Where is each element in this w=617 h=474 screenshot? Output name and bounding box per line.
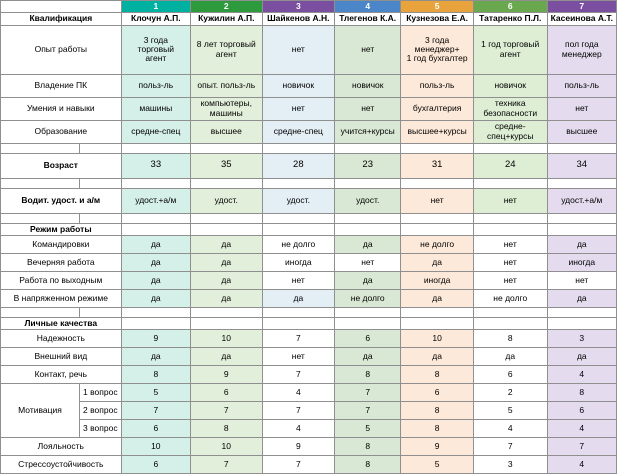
row-label-workmode-2: Работа по выходным xyxy=(1,272,122,290)
row-label-1: Владение ПК xyxy=(1,74,122,97)
cell: 9 xyxy=(262,438,335,456)
table-row xyxy=(1,272,617,290)
cell: польз-ль xyxy=(401,74,474,97)
cell: нет xyxy=(335,97,401,120)
cell: да xyxy=(121,254,190,272)
spacer-cell xyxy=(401,178,474,188)
cell: 3 xyxy=(547,330,616,348)
section-blank-cell xyxy=(335,223,401,235)
cell: нет xyxy=(262,348,335,366)
row-label-personal-2: Контакт, речь xyxy=(1,366,122,384)
cell: да xyxy=(473,348,547,366)
candidate-name-6: Татаренко П.Л. xyxy=(473,13,547,25)
spacer-cell xyxy=(401,143,474,153)
section-blank-cell xyxy=(473,318,547,330)
cell: 23 xyxy=(335,153,401,178)
spacer-cell xyxy=(80,308,122,318)
cell: 9 xyxy=(191,366,263,384)
cell: да xyxy=(191,348,263,366)
spacer-cell xyxy=(121,308,190,318)
spacer-cell xyxy=(547,178,616,188)
section-blank-cell xyxy=(335,318,401,330)
cell: 4 xyxy=(547,456,616,474)
cell: да xyxy=(401,348,474,366)
spacer-cell xyxy=(191,308,263,318)
cell: иногда xyxy=(547,254,616,272)
cell: нет xyxy=(473,254,547,272)
cell: нет xyxy=(262,97,335,120)
cell: 8 xyxy=(121,366,190,384)
cell: 8 xyxy=(473,330,547,348)
spacer-cell xyxy=(191,178,263,188)
cell: 7 xyxy=(262,330,335,348)
cell: да xyxy=(401,254,474,272)
cell: 4 xyxy=(473,420,547,438)
section-blank-cell xyxy=(191,318,263,330)
cell: 1 год торговый агент xyxy=(473,25,547,74)
cell: 28 xyxy=(262,153,335,178)
row-label-workmode-1: Вечерняя работа xyxy=(1,254,122,272)
spacer-cell xyxy=(191,213,263,223)
cell: удост. xyxy=(262,188,335,213)
cell: 7 xyxy=(262,366,335,384)
cell: 8 xyxy=(335,438,401,456)
cell: да xyxy=(191,272,263,290)
cell: 8 xyxy=(401,366,474,384)
cell: высшее+курсы xyxy=(401,120,474,143)
cell: 6 xyxy=(121,456,190,474)
cell: не долго xyxy=(335,290,401,308)
spacer-cell xyxy=(335,213,401,223)
cell: компьютеры, машины xyxy=(191,97,263,120)
spacer-cell xyxy=(473,143,547,153)
cell: удост. xyxy=(335,188,401,213)
table-row xyxy=(1,97,617,120)
header-number-row xyxy=(1,1,617,13)
cell: да xyxy=(335,236,401,254)
cell: 3 года торговый агент xyxy=(121,25,190,74)
spacer-cell xyxy=(80,178,122,188)
cell: нет xyxy=(335,25,401,74)
table-row xyxy=(1,236,617,254)
cell: 4 xyxy=(547,366,616,384)
cell: 7 xyxy=(262,456,335,474)
cell: машины xyxy=(121,97,190,120)
corner-cell xyxy=(1,1,122,13)
spacer-cell xyxy=(335,143,401,153)
cell: 10 xyxy=(121,438,190,456)
cell: нет xyxy=(473,272,547,290)
spacer-cell xyxy=(80,213,122,223)
cell: нет xyxy=(335,254,401,272)
header-name-row xyxy=(1,13,617,25)
spacer-cell xyxy=(401,213,474,223)
row-sublabel-3: 1 вопрос xyxy=(80,384,122,402)
row-label-personal-6: Лояльность xyxy=(1,438,122,456)
spacer-row-1 xyxy=(1,143,617,153)
cell: иногда xyxy=(262,254,335,272)
cell: 10 xyxy=(401,330,474,348)
cell: да xyxy=(335,272,401,290)
cell: да xyxy=(121,236,190,254)
cell: новичок xyxy=(335,74,401,97)
spacer-cell xyxy=(547,143,616,153)
cell: да xyxy=(547,348,616,366)
cell: да xyxy=(191,236,263,254)
section-blank-cell xyxy=(401,318,474,330)
cell: 8 xyxy=(547,384,616,402)
cell: да xyxy=(547,290,616,308)
cell: пол года менеджер xyxy=(547,25,616,74)
cell: 6 xyxy=(473,366,547,384)
cell: 34 xyxy=(547,153,616,178)
candidate-number-1: 1 xyxy=(121,1,190,13)
cell: 9 xyxy=(401,438,474,456)
cell: да xyxy=(191,290,263,308)
cell: высшее xyxy=(547,120,616,143)
spacer-row-2 xyxy=(1,178,617,188)
cell: 8 лет торговый агент xyxy=(191,25,263,74)
cell: да xyxy=(191,254,263,272)
cell: 7 xyxy=(335,402,401,420)
section-blank-cell xyxy=(191,223,263,235)
cell: средне-спец xyxy=(121,120,190,143)
row-label-workmode-0: Командировки xyxy=(1,236,122,254)
spacer-cell xyxy=(473,178,547,188)
cell: 2 xyxy=(473,384,547,402)
cell: 3 xyxy=(473,456,547,474)
cell: польз-ль xyxy=(547,74,616,97)
cell: 4 xyxy=(262,420,335,438)
cell: 8 xyxy=(401,402,474,420)
cell: 5 xyxy=(121,384,190,402)
cell: 3 года менеджер+ 1 год бухгалтер xyxy=(401,25,474,74)
spacer-cell xyxy=(1,213,80,223)
table-row xyxy=(1,254,617,272)
cell: техника безопасности xyxy=(473,97,547,120)
section-qualification: Квалификация xyxy=(1,13,122,25)
cell: 10 xyxy=(191,330,263,348)
spacer-cell xyxy=(262,308,335,318)
cell: да xyxy=(547,236,616,254)
cell: 7 xyxy=(547,438,616,456)
table-row xyxy=(1,402,617,420)
spacer-cell xyxy=(547,308,616,318)
candidate-number-2: 2 xyxy=(191,1,263,13)
cell: да xyxy=(262,290,335,308)
cell: да xyxy=(335,348,401,366)
cell: 35 xyxy=(191,153,263,178)
section-blank-cell xyxy=(121,318,190,330)
cell: 6 xyxy=(547,402,616,420)
cell: нет xyxy=(262,272,335,290)
spacer-cell xyxy=(335,308,401,318)
cell: иногда xyxy=(401,272,474,290)
table-row xyxy=(1,438,617,456)
cell: 24 xyxy=(473,153,547,178)
cell: 7 xyxy=(473,438,547,456)
cell: новичок xyxy=(262,74,335,97)
spacer-cell xyxy=(121,178,190,188)
section-blank-cell xyxy=(547,223,616,235)
section-blank-cell xyxy=(473,223,547,235)
cell: 31 xyxy=(401,153,474,178)
cell: нет xyxy=(262,25,335,74)
cell: нет xyxy=(547,272,616,290)
cell: польз-ль xyxy=(121,74,190,97)
table-row xyxy=(1,120,617,143)
row-label-0: Опыт работы xyxy=(1,25,122,74)
cell: бухгалтерия xyxy=(401,97,474,120)
cell: 6 xyxy=(401,384,474,402)
spacer-cell xyxy=(1,178,80,188)
cell: средне-спец+курсы xyxy=(473,120,547,143)
spacer-cell xyxy=(121,143,190,153)
cell: не долго xyxy=(473,290,547,308)
cell: удост.+а/м xyxy=(547,188,616,213)
row-label-age: Возраст xyxy=(1,153,122,178)
cell: нет xyxy=(401,188,474,213)
row-label-license: Водит. удост. и а/м xyxy=(1,188,122,213)
license-row xyxy=(1,188,617,213)
section-header-personal xyxy=(1,318,617,330)
spacer-cell xyxy=(473,213,547,223)
table-row xyxy=(1,330,617,348)
cell: 7 xyxy=(121,402,190,420)
cell: высшее xyxy=(191,120,263,143)
section-blank-cell xyxy=(262,223,335,235)
spacer-cell xyxy=(335,178,401,188)
cell: удост. xyxy=(191,188,263,213)
spacer-row-4 xyxy=(1,308,617,318)
candidate-name-2: Кужилин А.П. xyxy=(191,13,263,25)
row-label-workmode-3: В напряженном режиме xyxy=(1,290,122,308)
spacer-cell xyxy=(1,308,80,318)
spacer-cell xyxy=(191,143,263,153)
section-blank-cell xyxy=(547,318,616,330)
cell: 8 xyxy=(335,456,401,474)
cell: 8 xyxy=(401,420,474,438)
cell: учится+курсы xyxy=(335,120,401,143)
cell: да xyxy=(401,290,474,308)
candidate-number-3: 3 xyxy=(262,1,335,13)
spacer-cell xyxy=(121,213,190,223)
section-work-mode-label: Режим работы xyxy=(1,223,122,235)
table-row xyxy=(1,420,617,438)
cell: нет xyxy=(473,236,547,254)
spacer-cell xyxy=(80,143,122,153)
cell: 5 xyxy=(473,402,547,420)
candidate-number-5: 5 xyxy=(401,1,474,13)
table-row xyxy=(1,74,617,97)
cell: 6 xyxy=(121,420,190,438)
cell: 6 xyxy=(335,330,401,348)
table-row xyxy=(1,25,617,74)
candidate-number-6: 6 xyxy=(473,1,547,13)
section-blank-cell xyxy=(262,318,335,330)
cell: 5 xyxy=(401,456,474,474)
candidate-number-4: 4 xyxy=(335,1,401,13)
spacer-cell xyxy=(262,213,335,223)
cell: удост.+а/м xyxy=(121,188,190,213)
cell: 9 xyxy=(121,330,190,348)
table-row xyxy=(1,384,617,402)
cell: средне-спец xyxy=(262,120,335,143)
spacer-row-3 xyxy=(1,213,617,223)
age-row xyxy=(1,153,617,178)
candidate-number-7: 7 xyxy=(547,1,616,13)
spacer-cell xyxy=(547,213,616,223)
table-row xyxy=(1,456,617,474)
cell: да xyxy=(121,272,190,290)
row-label-personal-1: Внешний вид xyxy=(1,348,122,366)
cell: опыт. польз-ль xyxy=(191,74,263,97)
cell: 5 xyxy=(335,420,401,438)
row-label-personal-0: Надежность xyxy=(1,330,122,348)
cell: 7 xyxy=(191,456,263,474)
candidate-name-3: Шайкенов А.Н. xyxy=(262,13,335,25)
row-label-personal-7: Стрессоустойчивость xyxy=(1,456,122,474)
row-label-3: Образование xyxy=(1,120,122,143)
cell: нет xyxy=(473,188,547,213)
spacer-cell xyxy=(1,143,80,153)
table-row xyxy=(1,348,617,366)
row-sublabel-4: 2 вопрос xyxy=(80,402,122,420)
section-blank-cell xyxy=(121,223,190,235)
row-label-2: Умения и навыки xyxy=(1,97,122,120)
cell: нет xyxy=(547,97,616,120)
cell: 10 xyxy=(191,438,263,456)
spacer-cell xyxy=(262,143,335,153)
candidate-name-7: Касеинова А.Т. xyxy=(547,13,616,25)
candidate-name-5: Кузнезова Е.А. xyxy=(401,13,474,25)
spacer-cell xyxy=(262,178,335,188)
table-row xyxy=(1,290,617,308)
cell: 8 xyxy=(335,366,401,384)
spacer-cell xyxy=(473,308,547,318)
section-personal-label: Личные качества xyxy=(1,318,122,330)
cell: не долго xyxy=(401,236,474,254)
cell: 4 xyxy=(262,384,335,402)
cell: 7 xyxy=(191,402,263,420)
candidate-name-1: Клочун А.П. xyxy=(121,13,190,25)
cell: новичок xyxy=(473,74,547,97)
spacer-cell xyxy=(401,308,474,318)
cell: да xyxy=(121,290,190,308)
cell: да xyxy=(121,348,190,366)
section-blank-cell xyxy=(401,223,474,235)
cell: 8 xyxy=(191,420,263,438)
cell: 33 xyxy=(121,153,190,178)
cell: не долго xyxy=(262,236,335,254)
row-label-motivation: Мотивация xyxy=(1,384,80,438)
cell: 7 xyxy=(262,402,335,420)
candidate-name-4: Тлегенов К.А. xyxy=(335,13,401,25)
cell: 4 xyxy=(547,420,616,438)
section-header-work-mode xyxy=(1,223,617,235)
table-row xyxy=(1,366,617,384)
cell: 6 xyxy=(191,384,263,402)
row-sublabel-5: 3 вопрос xyxy=(80,420,122,438)
cell: 7 xyxy=(335,384,401,402)
